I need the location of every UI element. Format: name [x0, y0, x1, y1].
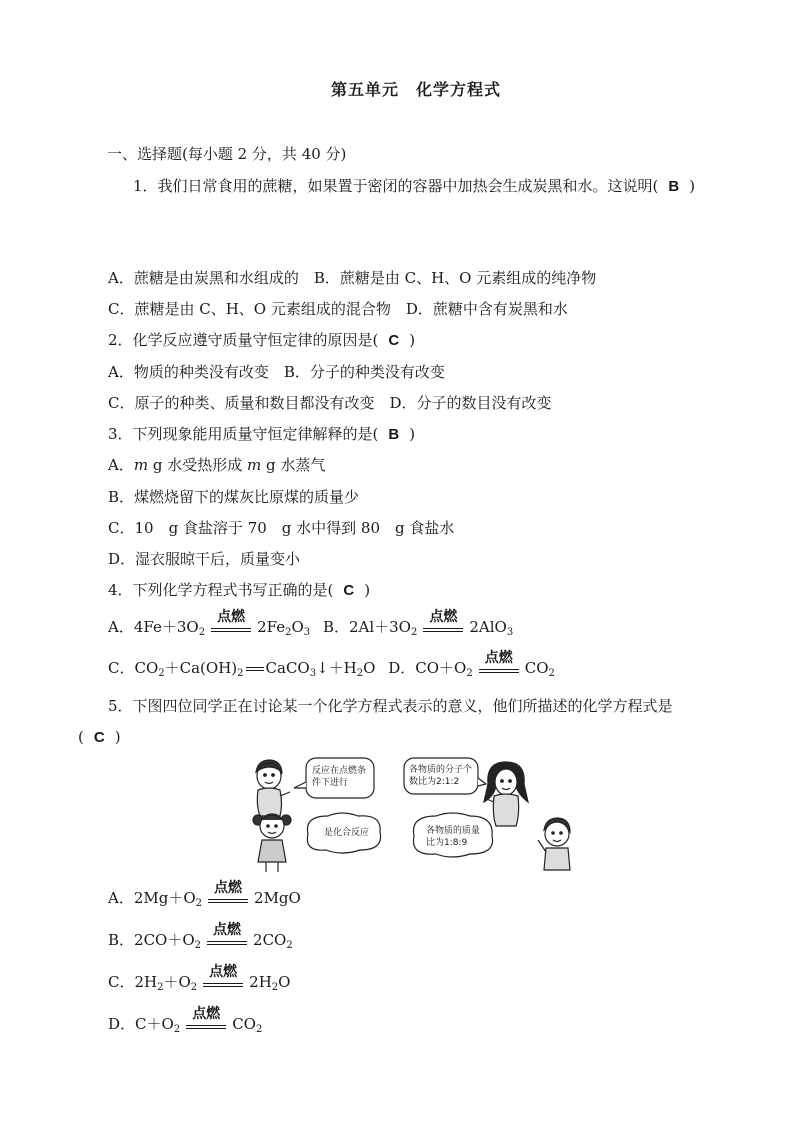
boy-bottom-right-figure [538, 818, 570, 870]
question-4-options-cd [108, 650, 555, 679]
reaction-condition-arrow [207, 922, 247, 951]
question-4-stem [108, 580, 370, 601]
bubble-4-text: 各物质的质量比为1:8:9 [426, 826, 481, 848]
question-4-text: 4．下列化学方程式书写正确的是( [108, 581, 334, 599]
question-3-answer: B [388, 426, 400, 443]
question-5-option-b [108, 922, 293, 951]
reaction-condition-arrow [208, 880, 248, 909]
question-2-close: ) [409, 331, 416, 349]
question-5-option-a [108, 880, 301, 909]
paren-open: ( [78, 728, 84, 746]
discussion-illustration [248, 754, 588, 874]
question-1-answer: B [668, 178, 680, 195]
question-2-answer: C [388, 332, 400, 349]
question-5-answer-line [78, 727, 121, 748]
question-3-stem [108, 424, 415, 445]
question-1-text: 1．我们日常食用的蔗糖，如果置于密闭的容器中加热会生成炭黑和水。这说明( [133, 177, 659, 195]
option-text: g 水受热形成 [148, 456, 247, 474]
option-label: B． [108, 931, 135, 949]
equals-sign [244, 659, 266, 679]
reaction-condition-arrow [211, 609, 251, 638]
equation-d-left: $CO+O_2$ [415, 659, 473, 679]
equation-d-right: $CO_2$ [524, 659, 555, 679]
equation-right: $CO_2$ [232, 1015, 263, 1035]
section-heading: 一、选择题(每小题 2 分，共 40 分) [107, 145, 347, 163]
question-2-options-ab: A．物质的种类没有改变 B．分子的种类没有改变 [108, 363, 445, 381]
question-5-answer: C [93, 729, 105, 746]
question-1-stem [133, 176, 695, 197]
option-label: A． [108, 618, 134, 636]
question-4-answer: C [343, 582, 355, 599]
question-3-option-d: D．湿衣服晾干后，质量变小 [108, 550, 301, 568]
question-3-option-a [108, 455, 325, 475]
option-label: A． [108, 456, 134, 474]
bubble-2-text: 各物质的分子个数比为2:1:2 [409, 765, 473, 787]
question-3-option-c: C．10 g 食盐溶于 70 g 水中得到 80 g 食盐水 [108, 519, 455, 537]
equation-right: $2H_2O$ [249, 973, 291, 993]
condition-text: 点燃 [192, 1006, 221, 1022]
girl-top-right-figure [484, 762, 528, 826]
equation-left: $2H_2+O_2$ [134, 973, 198, 993]
girl-bottom-left-figure [253, 814, 291, 872]
option-label: A． [108, 889, 134, 907]
question-4-close: ) [364, 581, 371, 599]
condition-text: 点燃 [217, 609, 246, 625]
bubble-3-text: 是化合反应 [324, 828, 370, 838]
equation-a-right: $2Fe_2O_3$ [257, 618, 311, 638]
question-5-option-c [108, 964, 291, 993]
reaction-condition-arrow [423, 609, 463, 638]
condition-text: 点燃 [429, 609, 458, 625]
page-title: 第五单元 化学方程式 [331, 80, 502, 99]
question-2-stem [108, 330, 415, 351]
equation-a-left: $4Fe+3O_2$ [133, 618, 206, 638]
option-label: D． [388, 659, 416, 677]
bubble-1-text: 反应在点燃条件下进行 [312, 766, 367, 788]
condition-text: 点燃 [209, 964, 238, 980]
question-2-text: 2．化学反应遵守质量守恒定律的原因是( [108, 331, 379, 349]
equation-left: $2CO+O_2$ [134, 931, 202, 951]
equation-c-left: $CO_2+Ca(OH)_2$ [134, 659, 244, 679]
question-5-option-d [108, 1006, 263, 1035]
option-label: B． [322, 618, 349, 636]
question-1-options-ab: A．蔗糖是由炭黑和水组成的 B．蔗糖是由 C、H、O 元素组成的纯净物 [108, 269, 597, 287]
variable-m: m [133, 456, 149, 474]
variable-m: m [247, 456, 262, 474]
question-2-options-cd: C．原子的种类、质量和数目都没有改变 D．分子的数目没有改变 [108, 394, 552, 412]
question-5-stem: 5．下图四位同学正在讨论某一个化学方程式表示的意义，他们所描述的化学方程式是 [108, 697, 673, 715]
reaction-condition-arrow [186, 1006, 226, 1035]
equation-right: 2MgO [254, 889, 301, 907]
equation-b-right: 2AlO$_3$ [469, 618, 514, 638]
option-label: D． [108, 1015, 136, 1033]
question-1-options-cd: C．蔗糖是由 C、H、O 元素组成的混合物 D．蔗糖中含有炭黑和水 [108, 300, 568, 318]
option-text: g 水蒸气 [261, 456, 326, 474]
question-3-option-b: B．煤燃烧留下的煤灰比原煤的质量少 [108, 488, 360, 506]
condition-text: 点燃 [484, 650, 513, 666]
equation-left: $2Mg+O_2$ [133, 889, 203, 909]
reaction-condition-arrow [479, 650, 519, 679]
question-4-options-ab [108, 609, 514, 638]
option-label: C． [108, 973, 135, 991]
equation-b-left: $2Al+3O_2$ [348, 618, 418, 638]
condition-text: 点燃 [214, 880, 243, 896]
equation-left: $C+O_2$ [135, 1015, 181, 1035]
question-3-close: ) [409, 425, 416, 443]
equation-c-right: $CaCO_3↓+H_2O$ [265, 659, 376, 679]
equation-right: $2CO_2$ [253, 931, 293, 951]
question-3-text: 3．下列现象能用质量守恒定律解释的是( [108, 425, 379, 443]
question-1-close: ) [689, 177, 696, 195]
option-label: C． [108, 659, 135, 677]
reaction-condition-arrow [203, 964, 243, 993]
condition-text: 点燃 [213, 922, 242, 938]
paren-close: ) [114, 728, 121, 746]
